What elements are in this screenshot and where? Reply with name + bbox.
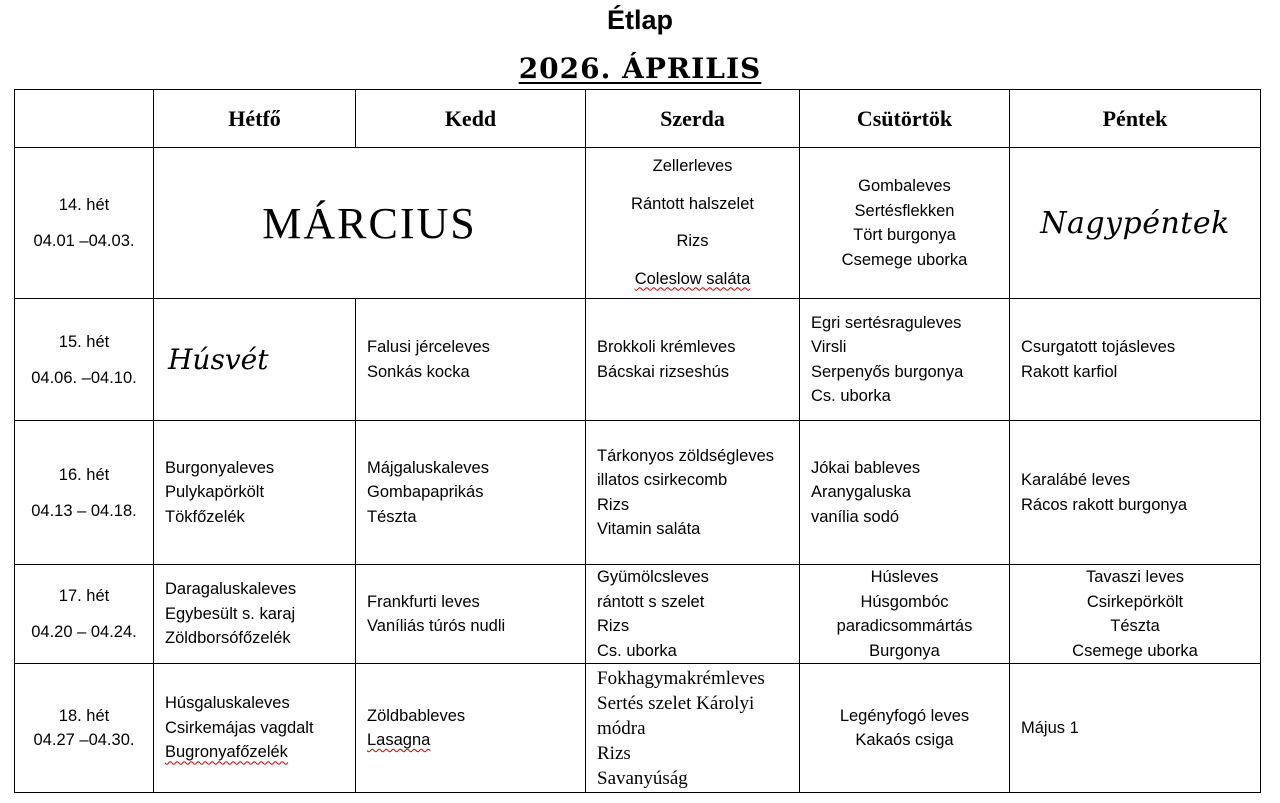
dish: Sertés szelet Károlyi [597,692,755,714]
menu-cell-pentek [1010,299,1261,421]
dish: Serpenyős burgonya [811,362,964,381]
dish-coleslow [586,261,799,299]
dish: Csirkemájas vagdalt [165,718,314,737]
menu-cell-kedd [356,299,586,421]
dish: Lasagna [367,731,431,749]
dish: Rántott halszelet [631,194,754,213]
month-subtitle [0,50,1280,88]
week-label-cell [15,565,154,664]
menu-cell-szerda [586,664,800,793]
dish: Rizs [597,495,630,514]
menu-cell-hetfo [154,421,356,565]
menu-cell-pentek [1010,565,1261,664]
dish: Kakaós csiga [855,731,954,749]
menu-cell-csutortok [800,421,1010,565]
dish: Tört burgonya [853,226,956,244]
month-subtitle-text: 2026. ÁPRILIS [518,52,762,85]
dish: Húsleves [870,568,939,586]
dish: Pulykapörkölt [165,483,265,502]
menu-cell-kedd [356,421,586,565]
menu-cell-pentek [1010,664,1261,793]
dish: Húsgaluskaleves [165,694,290,713]
dish: Sertésflekken [854,201,955,220]
week-label-cell [15,421,154,565]
husvet-label: Húsvét [154,299,356,421]
dish: Fokhagymakrémleves [597,667,765,689]
dish: Zöldbableves [367,706,466,725]
menu-cell-hetfo [154,664,356,793]
header-day-hetfo: Hétfő [154,90,356,148]
dish: Frankfurti leves [367,592,480,611]
week-dates: 04.06. –04.10. [31,368,137,387]
dish: Tökfőzelék [165,507,245,526]
dish: illatos csirkecomb [597,471,728,489]
week-number: 15. hét [58,332,110,351]
header-corner-cell [15,90,154,148]
header-day-kedd: Kedd [356,90,586,148]
dish: Csemege uborka [841,250,968,269]
dish: Sonkás kocka [367,362,470,381]
dish: Daragaluskaleves [165,580,297,599]
dish: Jókai bableves [811,458,921,477]
dish: módra [597,717,646,739]
week-label-cell [15,148,154,299]
dish: Virsli [811,338,847,356]
dish: Rizs [597,617,630,635]
dish: paradicsommártás [836,617,973,635]
dish: rántott s szelet [597,592,705,611]
header-day-pentek: Péntek [1010,90,1261,148]
week-number: 17. hét [58,587,110,605]
week-label-cell [15,664,154,793]
menu-cell-hetfo [154,565,356,664]
week-dates: 04.01 –04.03. [33,232,135,250]
dish: vanília sodó [811,507,900,526]
marcius-label: MÁRCIUS [154,148,586,299]
dish: Aranygaluska [811,483,911,502]
dish: Savanyúság [597,767,688,789]
dish: Burgonyaleves [165,458,275,477]
menu-cell-csutortok [800,299,1010,421]
menu-cell-kedd [356,664,586,793]
dish: Tavaszi leves [1085,568,1185,586]
dish: Csurgatott tojásleves [1021,338,1176,356]
dish-bugronyafozelek [165,740,355,765]
dish: Rácos rakott burgonya [1021,495,1188,514]
dish: Bácskai rizseshús [597,362,730,381]
menu-cell-szerda [586,148,800,299]
week-dates: 04.20 – 04.24. [31,623,137,641]
week-row-15 [15,299,1261,421]
page-title: Étlap [606,5,673,35]
header-row [15,90,1261,148]
week-dates: 04.13 – 04.18. [31,501,137,520]
header-day-csutortok: Csütörtök [800,90,1010,148]
dish: Vitamin saláta [597,520,701,538]
dish: Május 1 [1021,718,1079,737]
dish: Rakott karfiol [1021,362,1118,381]
week-row-18 [15,664,1261,793]
dish: Falusi jérceleves [367,338,490,356]
dish: Tészta [367,507,417,526]
dish: Zellerleves [652,157,733,175]
dish: Egybesült s. karaj [165,604,296,623]
dish: Gombapaprikás [367,483,484,502]
dish: Bugronyafőzelék [165,743,288,762]
dish: Burgonya [869,641,940,660]
menu-cell-csutortok [800,148,1010,299]
dish: Rizs [676,232,709,250]
menu-cell-kedd [356,565,586,664]
week-label-cell [15,299,154,421]
menu-cell-szerda [586,565,800,664]
dish-lasagna [367,728,585,753]
week-number: 18. hét [58,707,110,725]
dish: Cs. uborka [811,387,891,405]
week-row-16 [15,421,1261,565]
dish: Gyümölcsleves [597,568,709,586]
header-day-szerda: Szerda [586,90,800,148]
dish: Húsgombóc [860,592,949,611]
dish: Brokkoli krémleves [597,338,736,356]
dish: Tárkonyos zöldségleves [597,446,775,465]
week-row-17 [15,565,1261,664]
dish: Coleslow saláta [634,269,751,288]
dish: Csemege uborka [1072,641,1198,660]
week-row-14 [15,148,1261,299]
dish: Csirkepörkölt [1086,592,1184,611]
dish: Egri sertésraguleves [811,313,962,332]
menu-cell-csutortok [800,664,1010,793]
dish: Vaníliás túrós nudli [367,617,506,635]
dish: Májgaluskaleves [367,458,489,477]
dish: Karalábé leves [1021,471,1131,489]
menu-table [14,89,1261,793]
menu-cell-szerda [586,421,800,565]
menu-cell-csutortok [800,565,1010,664]
menu-cell-pentek [1010,421,1261,565]
menu-cell-szerda [586,299,800,421]
dish: Legényfogó leves [839,706,970,725]
dish: Gombaleves [858,177,951,195]
dish: Cs. uborka [597,641,677,660]
nagypentek-label: Nagypéntek [1010,148,1261,299]
week-dates: 04.27 –04.30. [33,731,135,749]
dish: Zöldborsófőzelék [165,629,291,648]
week-number: 16. hét [58,465,110,484]
dish: Rizs [597,742,631,764]
dish: Tészta [1110,617,1160,635]
week-number: 14. hét [58,196,110,214]
